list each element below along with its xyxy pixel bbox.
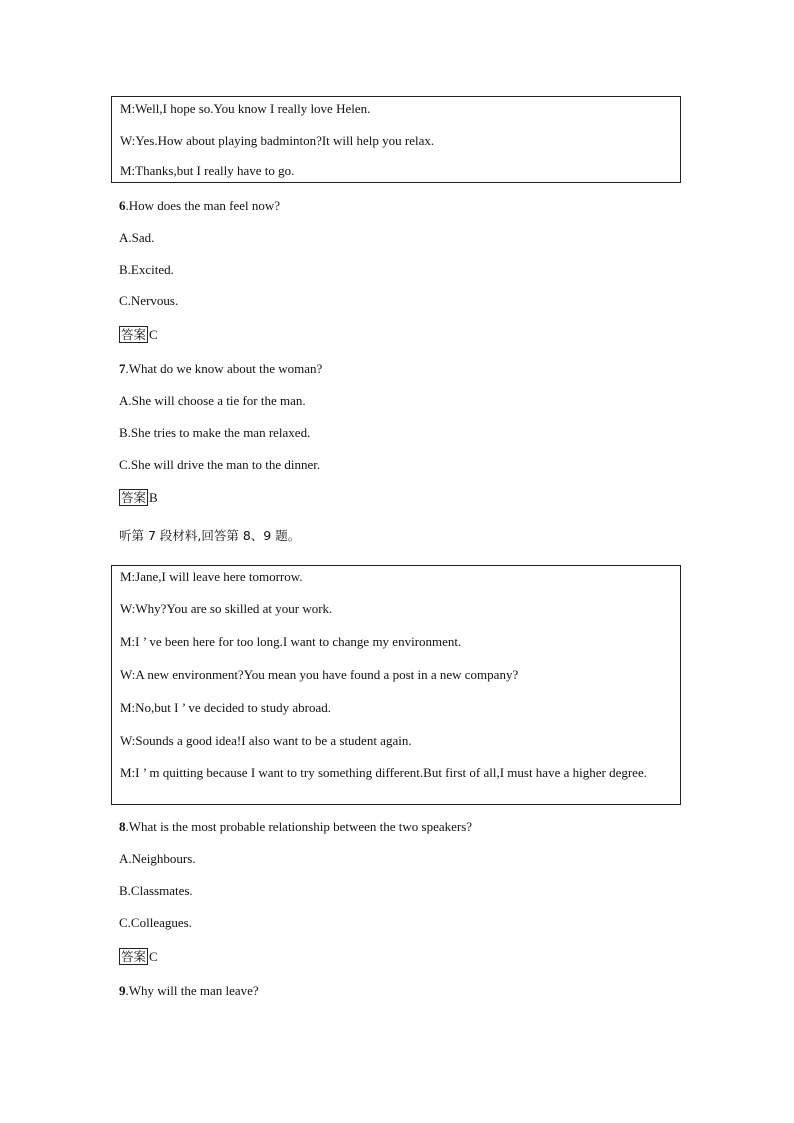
option-a: A.Neighbours.	[119, 851, 196, 866]
dialogue-line: W:Sounds a good idea!I also want to be a student again.	[120, 733, 412, 748]
answer-value: B	[149, 490, 158, 505]
question-number: 6	[119, 198, 126, 213]
answer-row	[119, 326, 158, 343]
answer-label: 答案	[121, 949, 147, 964]
dialogue-line: M:Jane,I will leave here tomorrow.	[120, 569, 303, 584]
question-text: .How does the man feel now?	[125, 198, 281, 213]
dialogue-line: W:Yes.How about playing badminton?It will help you relax.	[120, 133, 435, 148]
dialogue-line: M:No,but I ’ ve decided to study abroad.	[120, 700, 331, 715]
question-8	[119, 819, 472, 834]
dialogue-line: M:I ’ ve been here for too long.I want to change my environment.	[120, 634, 462, 649]
question-text: .What do we know about the woman?	[125, 361, 323, 376]
dialogue-line: W:A new environment?You mean you have found a post in a new company?	[120, 667, 519, 682]
dialogue-line: W:Why?You are so skilled at your work.	[120, 601, 333, 616]
option-c: C.She will drive the man to the dinner.	[119, 457, 321, 472]
option-b: B.She tries to make the man relaxed.	[119, 425, 311, 440]
option-a: A.She will choose a tie for the man.	[119, 393, 306, 408]
option-c: C.Nervous.	[119, 293, 179, 308]
option-c: C.Colleagues.	[119, 915, 192, 930]
question-9	[119, 983, 259, 998]
answer-value: C	[149, 327, 158, 342]
question-number: 9	[119, 983, 126, 998]
question-number: 7	[119, 361, 126, 376]
dialogue-line: M:I ’ m quitting because I want to try something different.But first of all,I must have a higher degree.	[120, 765, 647, 780]
section-heading: 听第 7 段材料,回答第 8、9 题。	[119, 528, 301, 543]
dialogue-line: M:Well,I hope so.You know I really love Helen.	[120, 101, 371, 116]
question-text: .What is the most probable relationship between the two speakers?	[125, 819, 473, 834]
answer-value: C	[149, 949, 158, 964]
answer-row	[119, 489, 158, 506]
answer-label: 答案	[121, 327, 147, 342]
option-a: A.Sad.	[119, 230, 155, 245]
question-text: .Why will the man leave?	[125, 983, 259, 998]
question-number: 8	[119, 819, 126, 834]
answer-row	[119, 948, 158, 965]
question-7	[119, 361, 322, 376]
answer-label: 答案	[121, 490, 147, 505]
option-b: B.Classmates.	[119, 883, 193, 898]
dialogue-line: M:Thanks,but I really have to go.	[120, 163, 295, 178]
dialogue-box-2	[111, 565, 681, 805]
dialogue-box-1	[111, 96, 681, 183]
question-6	[119, 198, 280, 213]
option-b: B.Excited.	[119, 262, 174, 277]
